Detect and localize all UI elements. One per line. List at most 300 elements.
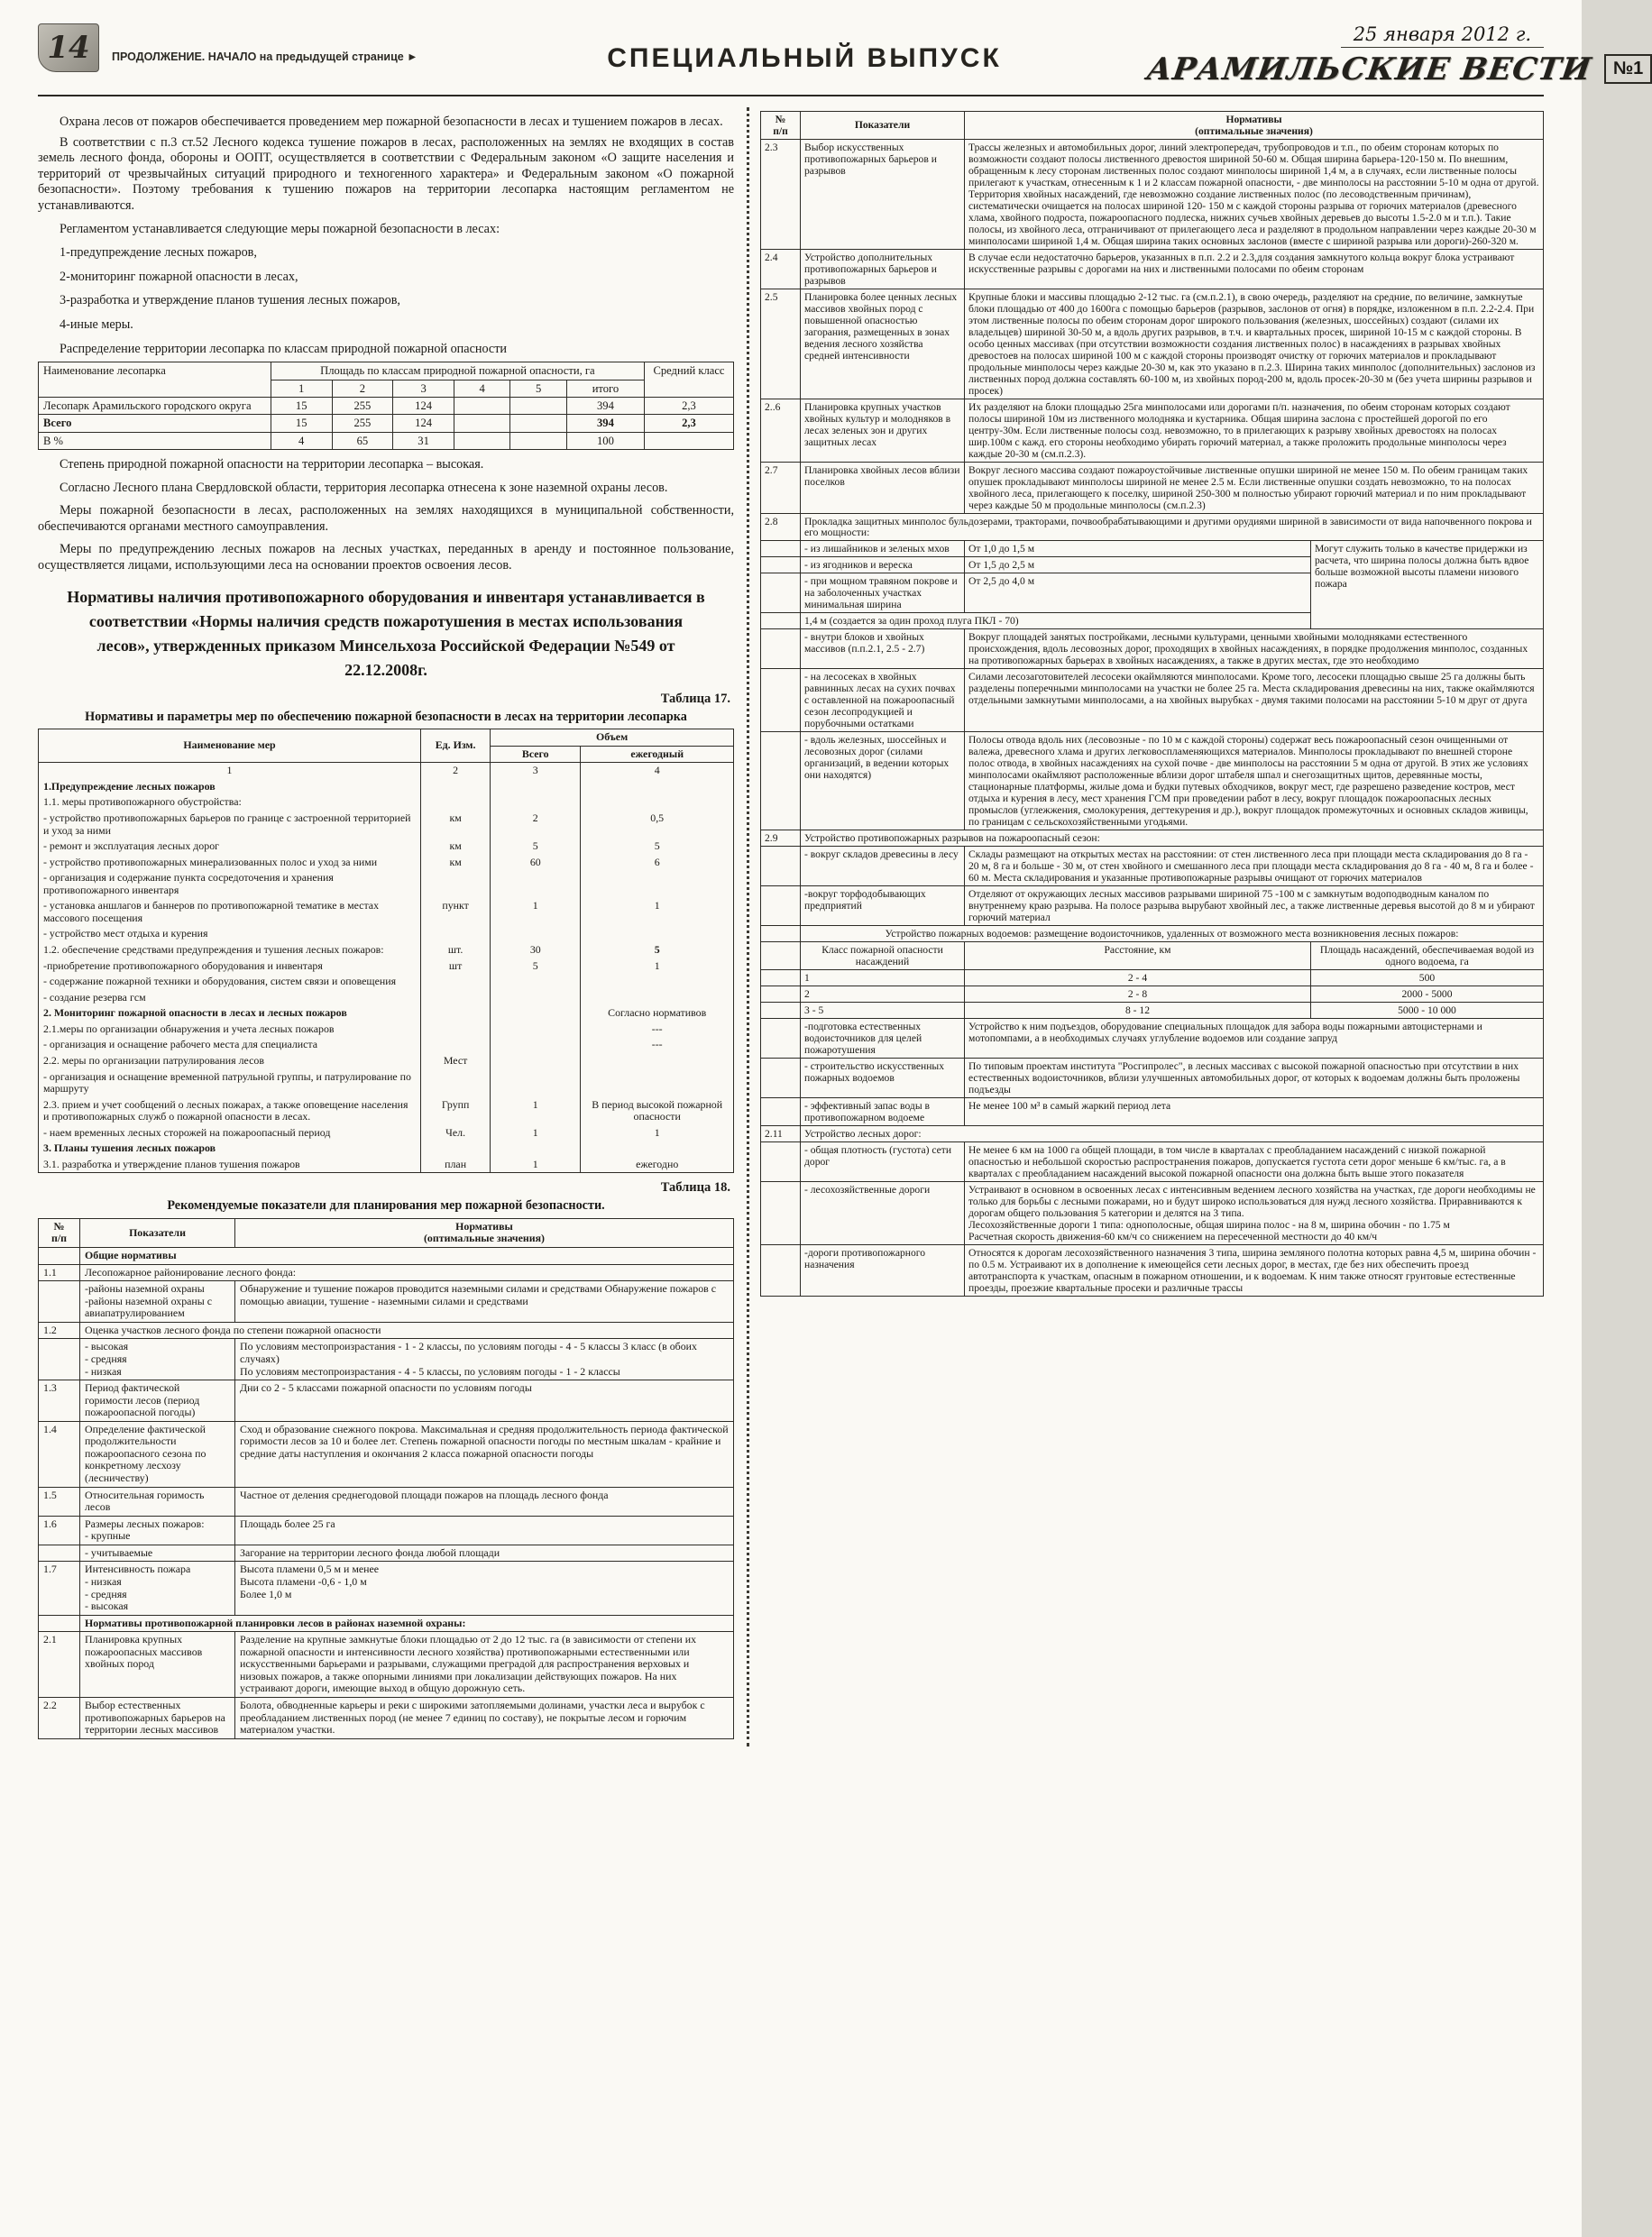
table-cell: Лесопожарное районирование лесного фонда: xyxy=(80,1264,734,1281)
table-cell: - наем временных лесных сторожей на пожароопасный период xyxy=(39,1125,421,1141)
table-cell: 1 xyxy=(271,380,332,397)
table-cell: - организация и содержание пункта сосредоточения и хранения противопожарного инвентаря xyxy=(39,870,421,898)
table-cell: 5 xyxy=(491,839,581,855)
table-cell xyxy=(39,1248,80,1265)
table-cell: 3 xyxy=(393,380,454,397)
table18-left xyxy=(38,1218,734,1739)
table-cell: Период фактической горимости лесов (период пожароопасной погоды) xyxy=(80,1380,235,1422)
table-cell xyxy=(421,1005,491,1022)
table-cell: 30 xyxy=(491,942,581,958)
table-cell: 8 - 12 xyxy=(965,1002,1311,1018)
table-row xyxy=(39,1264,734,1281)
table-cell: 1.7 xyxy=(39,1562,80,1615)
table18-left-grid xyxy=(38,1218,734,1739)
table-row xyxy=(39,1281,734,1323)
table-row xyxy=(39,870,734,898)
table-cell: Размеры лесных пожаров: - крупные xyxy=(80,1516,235,1545)
table-cell: 255 xyxy=(332,415,393,432)
table-row xyxy=(39,1380,734,1422)
table-row xyxy=(761,1002,1544,1018)
body-columns xyxy=(38,107,1544,1747)
continuation-note: ПРОДОЛЖЕНИЕ. НАЧАЛО на предыдущей странице ► xyxy=(112,50,418,63)
table-cell: Оценка участков лесного фонда по степени пожарной опасности xyxy=(80,1322,734,1339)
table-cell: ежегодно xyxy=(581,1157,734,1173)
paragraph: Меры пожарной безопасности в лесах, расположенных на землях находящихся в муниципальной собственности, обеспечиваются органами местного самоуправления. xyxy=(38,503,734,534)
table-cell: 2.2 xyxy=(39,1698,80,1739)
table-cell: Средний класс xyxy=(644,362,733,398)
table-header-cell: Показатели xyxy=(801,112,965,140)
table-cell xyxy=(421,990,491,1006)
table17-title: Нормативы и параметры мер по обеспечению пожарной безопасности в лесах на территории лесопарка xyxy=(85,709,687,724)
table-row xyxy=(761,969,1544,986)
table-cell: Вокруг лесного массива создают пожароустойчивые лиственные опушки шириной не менее 150 м. По обеим границам таких опушек прокладывают минполосы шириной не менее 2.5 м. Если лиственные опушки создать невозможно, то на полосах хвойного леса, прилегающего к поселку, шириной 250-300 м полностью убирают горючий материал и по ним прокладывают через каждые 50 м продольные минполосы (см.п.2.3) xyxy=(965,462,1544,513)
table-cell: - строительство искусственных пожарных водоемов xyxy=(801,1058,965,1097)
table-cell: Крупные блоки и массивы площадью 2-12 тыс. га (см.п.2.1), в свою очередь, разделяют на средние, по величине, замкнутые блоки площадью от 400 до 1600га с помощью барьеров (разрывов, заслонов от огня) в порядке, изложенном в п.п. 2.2-2.4. При этом лиственные полосы по обеим сторонам дорог широкого пользования (железных, шоссейных) создают (силами их владельцев) шириной 30-50 м, а вдоль других разрывов, в т.ч. и квартальных просек, шириной 10-15 м с каждой стороны. В особо ценных массивах (при отсутствии возможности создания лиственных полос) в насаждениях в разрывах хвойных древостоев на полосах шириной 100 м с каждой стороны производят очистку от горючих материалов и прокладывают продольные минполосы через каждые 20-30 м, как это указано в п.2.3. Ширина таких минполос (дополнительных) заслонов из лиственных пород должна составлять 60-100 м, из хвойных пород-200 м, вдоль просек-20-30 м (без учета ширины разрывов и просек) xyxy=(965,289,1544,399)
table-cell: Нормативы противопожарной планировки лесов в районах наземной охраны: xyxy=(80,1615,734,1632)
table-row xyxy=(39,763,734,779)
table-cell xyxy=(421,870,491,898)
table-header-cell: Наименование мер xyxy=(39,729,421,763)
table-row xyxy=(761,629,1544,669)
table17-label: Таблица 17. xyxy=(660,691,730,706)
table-cell xyxy=(761,886,801,926)
table-cell xyxy=(491,1141,581,1157)
table-cell xyxy=(491,1069,581,1097)
table-cell: Трассы железных и автомобильных дорог, линий электропередач, трубопроводов и т.п., по обеим сторонам которых по возможности создают полосы лиственного древостоя шириной 50-60 м. Общая ширина барьера-120-150 м. По внешним, обращенным к лесу сторонам лиственных полос создают минполосы шириной 1,4 м, а в случаях, если лиственные полосы прилегают к участкам, отнесенным к 1 и 2 классам пожарной опасности, - две минполосы на расстоянии 5-10 м одна от другой. Территория хвойных насаждений, где невозможно создание лиственных полос (по лесоводственным причинам), систематически очищается на полосах шириной 120- 150 м с каждой стороны разрыва от горючих материалов (древесного хлама, хвойного подроста, пожароопасного подлеска, нижних сучьев хвойных деревьев до высоты 1.5-2.0 м и т.п.). Такие полосы, из хвойного леса, отграничивают от прилегающего леса и разделяют в продольном направлении через каждые 20-30 м минполосами шириной 1,4 м. Общая ширина таких основных заслонов (вместе с шириной разрыва или дороги)-260-320 м. xyxy=(965,139,1544,249)
table-row xyxy=(39,811,734,839)
table-cell: Групп xyxy=(421,1097,491,1125)
table-cell xyxy=(761,629,801,669)
table-cell xyxy=(491,1022,581,1038)
table-row xyxy=(39,779,734,795)
table-cell xyxy=(761,541,801,557)
table-cell: Не менее 6 км на 1000 га общей площади, в том числе в кварталах с преобладанием насаждений с низкой пожарной опасностью и небольшой скоростью распространения пожаров, допускается густота сети дорог меньше 6 км/тыс. га, а в кварталах с преобладанием насаждений высокой пожарной опасности она должна быть выше этого показателя xyxy=(965,1141,1544,1181)
table-row xyxy=(39,839,734,855)
table-cell: Чел. xyxy=(421,1125,491,1141)
table-cell: 2 xyxy=(801,986,965,1002)
table-header-cell: № п/п xyxy=(761,112,801,140)
table-cell xyxy=(491,990,581,1006)
table-row xyxy=(761,886,1544,926)
table-row xyxy=(761,830,1544,847)
table-row xyxy=(39,1037,734,1053)
table-cell xyxy=(39,1281,80,1323)
table-row xyxy=(39,958,734,975)
table-cell xyxy=(761,573,801,613)
table-cell: Площадь по классам природной пожарной опасности, га xyxy=(271,362,644,380)
table-cell: Устраивают в основном в освоенных лесах с интенсивным ведением лесного хозяйства на участках, где дороги необходимы не только для борьбы с лесными пожарами, но и будут широко использоваться для нужд лесного хозяйства. Приравниваются к дорогам общего пользования 5 категории и делятся на 3 типа. Лесохозяйственные дороги 1 типа: однополосные, общая ширина полос - на 8 м, ширина обочин - по 1.75 м Расчетная скорость движения-60 км/ч со снижением на пересеченной местности до 40 км/ч xyxy=(965,1181,1544,1244)
table-cell xyxy=(491,870,581,898)
table-row xyxy=(39,942,734,958)
table-cell xyxy=(581,870,734,898)
table-cell: Разделение на крупные замкнутые блоки площадью от 2 до 12 тыс. га (в зависимости от степени их пожарной опасности и интенсивности лесного хозяйства) противопожарными естественными или искусственными барьерами и разрывами, служащими преградой для распространения верховых и низовых пожаров, а также опорными линиями при локализации действующих пожаров. На них устраивают дороги, имеющие выход в общую дорожную сеть. xyxy=(235,1632,734,1698)
table-cell: Выбор естественных противопожарных барьеров на территории лесных массивов xyxy=(80,1698,235,1739)
table-row xyxy=(39,1022,734,1038)
table-cell: 5 xyxy=(510,380,567,397)
table-cell: Всего xyxy=(39,415,271,432)
table-cell: Устройство пожарных водоемов: размещение водоисточников, удаленных от возможного места возникновения лесных пожаров: xyxy=(801,926,1544,942)
table-cell xyxy=(39,1339,80,1380)
table-cell: - содержание пожарной техники и оборудования, систем связи и оповещения xyxy=(39,974,421,990)
table-row xyxy=(39,1322,734,1339)
table-cell: Отделяют от окружающих лесных массивов разрывами шириной 75 -100 м с замкнутым водоподводным каналом по внутреннему краю разрыва. На полосе разрыва вырубают хвойный лес, а также лиственные деревья высотой до 8 м и убирают горючий материал xyxy=(965,886,1544,926)
table-cell: 1.Предупреждение лесных пожаров xyxy=(39,779,421,795)
table-row xyxy=(761,1141,1544,1181)
table-cell xyxy=(761,1058,801,1097)
table-cell: - из лишайников и зеленых мхов xyxy=(801,541,965,557)
table-cell: Интенсивность пожара - низкая - средняя - высокая xyxy=(80,1562,235,1615)
table-cell: По условиям местопроизрастания - 1 - 2 классы, по условиям погоды - 4 - 5 классы 3 класс (в обоих случаях) По условиям местопроизрастания - 4 - 5 классы, по условиям погоды - 1 - 2 классы xyxy=(235,1339,734,1380)
table-cell: 4 xyxy=(581,763,734,779)
table-cell: 3. Планы тушения лесных пожаров xyxy=(39,1141,421,1157)
table-row xyxy=(39,1218,734,1247)
table-cell xyxy=(491,779,581,795)
table-header-cell: Нормативы (оптимальные значения) xyxy=(235,1218,734,1247)
table-cell: От 1,0 до 1,5 м xyxy=(965,541,1311,557)
table-cell: Планировка крупных пожароопасных массивов хвойных пород xyxy=(80,1632,235,1698)
table-cell xyxy=(761,969,801,986)
masthead-row xyxy=(1144,51,1644,87)
table-cell: - организация и оснащение временной патрульной группы, и патрулирование по маршруту xyxy=(39,1069,421,1097)
table-cell: Склады размещают на открытых местах на расстоянии: от стен лиственного леса при площади места складирования до 8 га - 20 м, 8 га и больше - 30 м, от стен хвойного и смешанного леса при площади места складирования до 8 га - 40 м, 8 га и более - 60 м. Места складирования и указанные противопожарные разрывы очищают от горючих материалов xyxy=(965,847,1544,886)
table-cell xyxy=(761,1018,801,1058)
table-cell xyxy=(39,1545,80,1562)
table-cell xyxy=(491,1053,581,1069)
table-cell: 1 xyxy=(581,958,734,975)
table-cell: 2 xyxy=(421,763,491,779)
table-cell: Могут служить только в качестве придержки из расчета, что ширина полосы должна быть вдвое больше возможной высоты пламени низового пожара xyxy=(1310,541,1543,629)
table-cell xyxy=(761,986,801,1002)
table-cell: 2.1 xyxy=(39,1632,80,1698)
table-row xyxy=(39,1487,734,1516)
masthead-logo: АРАМИЛЬСКИЕ ВЕСТИ xyxy=(1144,51,1594,87)
table-cell: 1 xyxy=(801,969,965,986)
table-row xyxy=(39,415,734,432)
table-cell: 2.7 xyxy=(761,462,801,513)
table-cell xyxy=(761,1097,801,1125)
table-row xyxy=(761,926,1544,942)
header-right xyxy=(1144,23,1644,87)
table-cell: 4 xyxy=(271,432,332,449)
table-cell: 1 xyxy=(491,1125,581,1141)
table-cell: 2..6 xyxy=(761,399,801,462)
table-cell: - на лесосеках в хвойных равнинных лесах на сухих почвах с оставленной на пожароопасный сезон лесопродукцией и порубочными остатками xyxy=(801,669,965,732)
table-row xyxy=(761,399,1544,462)
table17-grid xyxy=(38,729,734,1173)
table-cell: 2.2. меры по организации патрулирования лесов xyxy=(39,1053,421,1069)
table-cell: Устройство к ним подъездов, оборудование специальных площадок для забора воды пожарными автоцистернами и мотопомпами, а в необходимых случаях углубление водоемов или создание запруд xyxy=(965,1018,1544,1058)
header-left xyxy=(38,23,462,72)
table-cell: - лесохозяйственные дороги xyxy=(801,1181,965,1244)
table-cell: пункт xyxy=(421,898,491,926)
table-row xyxy=(761,732,1544,830)
table-row xyxy=(39,974,734,990)
paragraph: Регламентом устанавливается следующие меры пожарной безопасности в лесах: xyxy=(60,221,500,236)
table-cell: 1.4 xyxy=(39,1421,80,1487)
table-cell xyxy=(491,974,581,990)
table-cell: Относятся к дорогам лесохозяйственного назначения 3 типа, ширина земляного полотна которых равна 4,5 м, ширина обочин - по 0.5 м. Устраивают их в дополнение к имеющейся сети лесных дорог, в местах, где без них обеспечить проезд автотранспорта к участкам, опасным в пожарном отношении, и к водоемам. К ним также относят грунтовые естественные проезды, проезжие квартальные просеки и различные трассы xyxy=(965,1244,1544,1296)
table-row xyxy=(39,1053,734,1069)
table-cell: 2 xyxy=(491,811,581,839)
table-cell xyxy=(510,432,567,449)
table-row xyxy=(761,289,1544,399)
table-cell: 1.2. обеспечение средствами предупреждения и тушения лесных пожаров: xyxy=(39,942,421,958)
table-header-cell: Показатели xyxy=(80,1218,235,1247)
table-cell: Сход и образование снежного покрова. Максимальная и средняя продолжительность периода фактической горимости лесов за 10 и более лет. Степень пожарной опасности погоды по местным шкалам - крайние и средние даты наступления и окончания 2 класса пожарной опасности погоды xyxy=(235,1421,734,1487)
table-cell xyxy=(39,1615,80,1632)
table-row xyxy=(39,362,734,380)
table-cell: 3 xyxy=(491,763,581,779)
table-row xyxy=(39,1097,734,1125)
table-row xyxy=(39,398,734,415)
table-row xyxy=(39,729,734,747)
table-row xyxy=(39,1562,734,1615)
table-cell xyxy=(421,1022,491,1038)
table-row xyxy=(761,1058,1544,1097)
table-cell: 2,3 xyxy=(644,415,733,432)
page-header xyxy=(38,23,1644,96)
table-cell xyxy=(581,779,734,795)
table-cell: 2.11 xyxy=(761,1125,801,1141)
table-cell: -дороги противопожарного назначения xyxy=(801,1244,965,1296)
issue-title: СПЕЦИАЛЬНЫЙ ВЫПУСК xyxy=(607,43,1002,73)
table-cell: Класс пожарной опасности насаждений xyxy=(801,942,965,970)
table-cell: - при мощном травяном покрове и на заболоченных участках минимальная ширина xyxy=(801,573,965,613)
table-cell: Выбор искусственных противопожарных барьеров и разрывов xyxy=(801,139,965,249)
table-row xyxy=(39,1421,734,1487)
table18-title: Рекомендуемые показатели для планирования мер пожарной безопасности. xyxy=(167,1198,605,1214)
table-header-cell: Объем xyxy=(491,729,734,747)
table-cell: шт. xyxy=(421,942,491,958)
table-cell: 60 xyxy=(491,855,581,871)
table17 xyxy=(38,729,734,1173)
table-cell: 5 xyxy=(581,942,734,958)
table-cell xyxy=(454,415,510,432)
table-cell xyxy=(491,1037,581,1053)
table18-label: Таблица 18. xyxy=(660,1180,730,1196)
table-row xyxy=(761,1018,1544,1058)
table-cell xyxy=(421,779,491,795)
table-cell: 15 xyxy=(271,415,332,432)
table-cell: 31 xyxy=(393,432,454,449)
table-cell: Общие нормативы xyxy=(80,1248,734,1265)
table-cell: Силами лесозаготовителей лесосеки окаймляются минполосами. Кроме того, лесосеки площадью свыше 25 га должны быть разделены поперечными минполосами на участки не более 25 га. Места складирования древесины на них, также окаймляются отдельными замкнутыми минполосами, а на хвойных вырубках - двумя такими полосами на расстоянии 5-10 м друг от друга xyxy=(965,669,1544,732)
table-cell: 0,5 xyxy=(581,811,734,839)
table-cell xyxy=(644,432,733,449)
table-row xyxy=(39,1545,734,1562)
table-cell: Устройство дополнительных противопожарных барьеров и разрывов xyxy=(801,249,965,289)
table-cell: 1.1. меры противопожарного обустройства: xyxy=(39,794,421,811)
table-cell: Мест xyxy=(421,1053,491,1069)
table-row xyxy=(761,139,1544,249)
table-cell: - устройство противопожарных минерализованных полос и уход за ними xyxy=(39,855,421,871)
table-cell: 1.5 xyxy=(39,1487,80,1516)
table-row xyxy=(761,513,1544,541)
table-row xyxy=(39,926,734,942)
table-cell: От 2,5 до 4,0 м xyxy=(965,573,1311,613)
table-cell: 1.3 xyxy=(39,1380,80,1422)
table-row xyxy=(39,1516,734,1545)
fire-class-table-grid xyxy=(38,362,734,450)
table-row xyxy=(39,1248,734,1265)
table-cell xyxy=(581,1141,734,1157)
table-cell xyxy=(421,1069,491,1097)
table-row xyxy=(39,1005,734,1022)
table-cell: 2.8 xyxy=(761,513,801,541)
table-cell xyxy=(761,942,801,970)
table-cell: - вокруг складов древесины в лесу xyxy=(801,847,965,886)
issue-date: 25 января 2012 г. xyxy=(1341,23,1544,48)
table-row xyxy=(761,847,1544,886)
table-row xyxy=(39,1069,734,1097)
table-cell: Планировка крупных участков хвойных культур и молодняков в лесах зеленых зон и других защитных лесах xyxy=(801,399,965,462)
table-row xyxy=(39,898,734,926)
table-cell xyxy=(510,415,567,432)
table-cell: Согласно нормативов xyxy=(581,1005,734,1022)
table-cell: 394 xyxy=(566,415,644,432)
table-cell: 2. Мониторинг пожарной опасности в лесах и лесных пожаров xyxy=(39,1005,421,1022)
table-cell xyxy=(421,926,491,942)
table-cell: 1 xyxy=(491,1157,581,1173)
list-item: 3-разработка и утверждение планов тушения лесных пожаров, xyxy=(60,293,400,308)
table-cell: 2000 - 5000 xyxy=(1310,986,1543,1002)
table-row xyxy=(761,249,1544,289)
table-cell xyxy=(491,926,581,942)
table-cell xyxy=(581,990,734,1006)
table-cell: 6 xyxy=(581,855,734,871)
table-cell: - установка аншлагов и баннеров по противопожарной тематике в местах массового посещения xyxy=(39,898,421,926)
table-cell xyxy=(581,1069,734,1097)
table-row xyxy=(39,432,734,449)
table-cell: 2.5 xyxy=(761,289,801,399)
page-number-box xyxy=(38,23,99,72)
table-cell: 5 xyxy=(491,958,581,975)
table-cell: В случае если недостаточно барьеров, указанных в п.п. 2.2 и 2.3,для создания замкнутого кольца вокруг блока устраивают искусственные разрывы с дорогами на них и лиственными полосами по обеим сторонам xyxy=(965,249,1544,289)
table-header-cell: Ед. Изм. xyxy=(421,729,491,763)
table-cell: - из ягодников и вереска xyxy=(801,557,965,573)
table-cell: - внутри блоков и хвойных массивов (п.п.2.1, 2.5 - 2.7) xyxy=(801,629,965,669)
table-cell: план xyxy=(421,1157,491,1173)
table-cell: Определение фактической продолжительности пожароопасного сезона по конкретному лесхозу (лесничеству) xyxy=(80,1421,235,1487)
table-cell: 100 xyxy=(566,432,644,449)
table-cell: -приобретение противопожарного оборудования и инвентаря xyxy=(39,958,421,975)
table-cell: В % xyxy=(39,432,271,449)
table-cell: 2.9 xyxy=(761,830,801,847)
table-cell xyxy=(761,926,801,942)
table-cell: Загорание на территории лесного фонда любой площади xyxy=(235,1545,734,1562)
table-cell: 2.1.меры по организации обнаружения и учета лесных пожаров xyxy=(39,1022,421,1038)
table-cell: - высокая - средняя - низкая xyxy=(80,1339,235,1380)
table-cell: Вокруг площадей занятых постройками, лесными культурами, ценными хвойными молодняками естественного происхождения, вдоль лесовозных дорог, проходящих в хвойных насаждениях, в порядке продолжения минполос, созданных на противопожарных барьерах в хвойных насаждениях, а также в других местах, где это необходимо xyxy=(965,629,1544,669)
table-row xyxy=(761,462,1544,513)
table-cell: 2 - 4 xyxy=(965,969,1311,986)
table-cell xyxy=(761,1002,801,1018)
table-cell: - создание резерва гсм xyxy=(39,990,421,1006)
table18-right-grid xyxy=(760,111,1544,1297)
table-cell: --- xyxy=(581,1037,734,1053)
table-cell xyxy=(454,398,510,415)
table-cell: 1,4 м (создается за один проход плуга ПКЛ - 70) xyxy=(801,613,1311,629)
table-cell: 124 xyxy=(393,398,454,415)
table-cell: - эффективный запас воды в противопожарном водоеме xyxy=(801,1097,965,1125)
table-cell: км xyxy=(421,839,491,855)
table-cell xyxy=(761,1141,801,1181)
table-cell xyxy=(761,1244,801,1296)
table-cell: 1 xyxy=(491,898,581,926)
table-cell: 1.2 xyxy=(39,1322,80,1339)
table-cell: - организация и оснащение рабочего места для специалиста xyxy=(39,1037,421,1053)
page-number: 14 xyxy=(47,30,90,66)
table-cell xyxy=(761,732,801,830)
list-item: 2-мониторинг пожарной опасности в лесах, xyxy=(60,269,298,284)
table-cell: Их разделяют на блоки площадью 25га минполосами или дорогами п/п. назначения, по обеим сторонам которых создают полосы шириной 10м из лиственного молодняка и кустарника. Общая ширина заслона с простейшей дорогой по его центру-30м. Если лиственные полосы созд. невозможно, то в прилегающих к разрыву хвойных древостоях на полосах шир.100м с кажд. его стороны необходимо убирать горючий материал, а также проложить продольные минполосы через каждые 20-30 м (см.п.2.3). xyxy=(965,399,1544,462)
table-cell: - устройство мест отдыха и курения xyxy=(39,926,421,942)
table-cell: 2 xyxy=(332,380,393,397)
table-cell: 5000 - 10 000 xyxy=(1310,1002,1543,1018)
norms-heading: Нормативы наличия противопожарного оборудования и инвентаря устанавливается в соответствии «Нормы наличия средств пожаротушения в местах использования лесов», утвержденных приказом Минсельхоза Российской Федерации №549 от 22.12.2008г. xyxy=(67,587,705,679)
right-column xyxy=(747,107,1544,1747)
table-cell: 65 xyxy=(332,432,393,449)
table-row xyxy=(39,794,734,811)
table-cell: 2.3. прием и учет сообщений о лесных пожарах, а также оповещение населения и противопожарных служб о пожарной опасности в лесах. xyxy=(39,1097,421,1125)
table-cell: Планировка хвойных лесов вблизи поселков xyxy=(801,462,965,513)
table-row xyxy=(761,1125,1544,1141)
table-cell: 1.1 xyxy=(39,1264,80,1281)
paragraph: Охрана лесов от пожаров обеспечивается проведением мер пожарной безопасности в лесах и тушением пожаров в лесах. xyxy=(60,115,723,129)
table-cell: шт xyxy=(421,958,491,975)
table-cell: 4 xyxy=(454,380,510,397)
table-cell: Обнаружение и тушение пожаров проводится наземными силами и средствами Обнаружение пожаров с помощью авиации, тушение - наземными силами и средствами xyxy=(235,1281,734,1323)
table-cell xyxy=(491,1005,581,1022)
table-cell: 2.4 xyxy=(761,249,801,289)
table-cell: 15 xyxy=(271,398,332,415)
table-cell: -вокруг торфодобывающих предприятий xyxy=(801,886,965,926)
table-header-cell: Нормативы (оптимальные значения) xyxy=(965,112,1544,140)
table-cell xyxy=(761,1181,801,1244)
table-cell xyxy=(510,398,567,415)
left-column xyxy=(38,107,747,1747)
list-item: 1-предупреждение лесных пожаров, xyxy=(60,245,257,261)
table-cell: 2.3 xyxy=(761,139,801,249)
fire-class-table xyxy=(38,362,734,450)
issue-number-badge: №1 xyxy=(1604,54,1652,84)
table-cell: От 1,5 до 2,5 м xyxy=(965,557,1311,573)
table-row xyxy=(761,986,1544,1002)
table-cell: 1.6 xyxy=(39,1516,80,1545)
table-cell: 1 xyxy=(581,1125,734,1141)
table-row xyxy=(761,669,1544,732)
table-cell: 2 - 8 xyxy=(965,986,1311,1002)
table-cell: 2,3 xyxy=(644,398,733,415)
table-cell xyxy=(421,974,491,990)
table-cell: 500 xyxy=(1310,969,1543,986)
table-cell: Расстояние, км xyxy=(965,942,1311,970)
table-row xyxy=(39,1125,734,1141)
table-row xyxy=(39,855,734,871)
table-cell: - вдоль железных, шоссейных и лесовозных дорог (силами организаций, в ведении которых они находятся) xyxy=(801,732,965,830)
table-cell: Планировка более ценных лесных массивов хвойных пород с повышенной опасностью загорания, размещенных в зонах ведения лесного хозяйства средней интенсивности xyxy=(801,289,965,399)
table-cell: Наименование лесопарка xyxy=(39,362,271,398)
table-row xyxy=(761,541,1544,557)
table-cell xyxy=(761,613,801,629)
table-row xyxy=(39,1615,734,1632)
table-cell: Частное от деления среднегодовой площади пожаров на площадь лесного фонда xyxy=(235,1487,734,1516)
table-row xyxy=(39,1157,734,1173)
table-caption: Распределение территории лесопарка по классам природной пожарной опасности xyxy=(60,341,507,356)
table-cell xyxy=(454,432,510,449)
table-cell: км xyxy=(421,855,491,871)
table-cell: По типовым проектам института "Росгипролес", в лесных массивах с высокой пожарной опасностью при отсутствии в них естественных водоисточников, вблизи улучшенных автомобильных дорог, от которых к водоемам должны быть проложены подъезды xyxy=(965,1058,1544,1097)
